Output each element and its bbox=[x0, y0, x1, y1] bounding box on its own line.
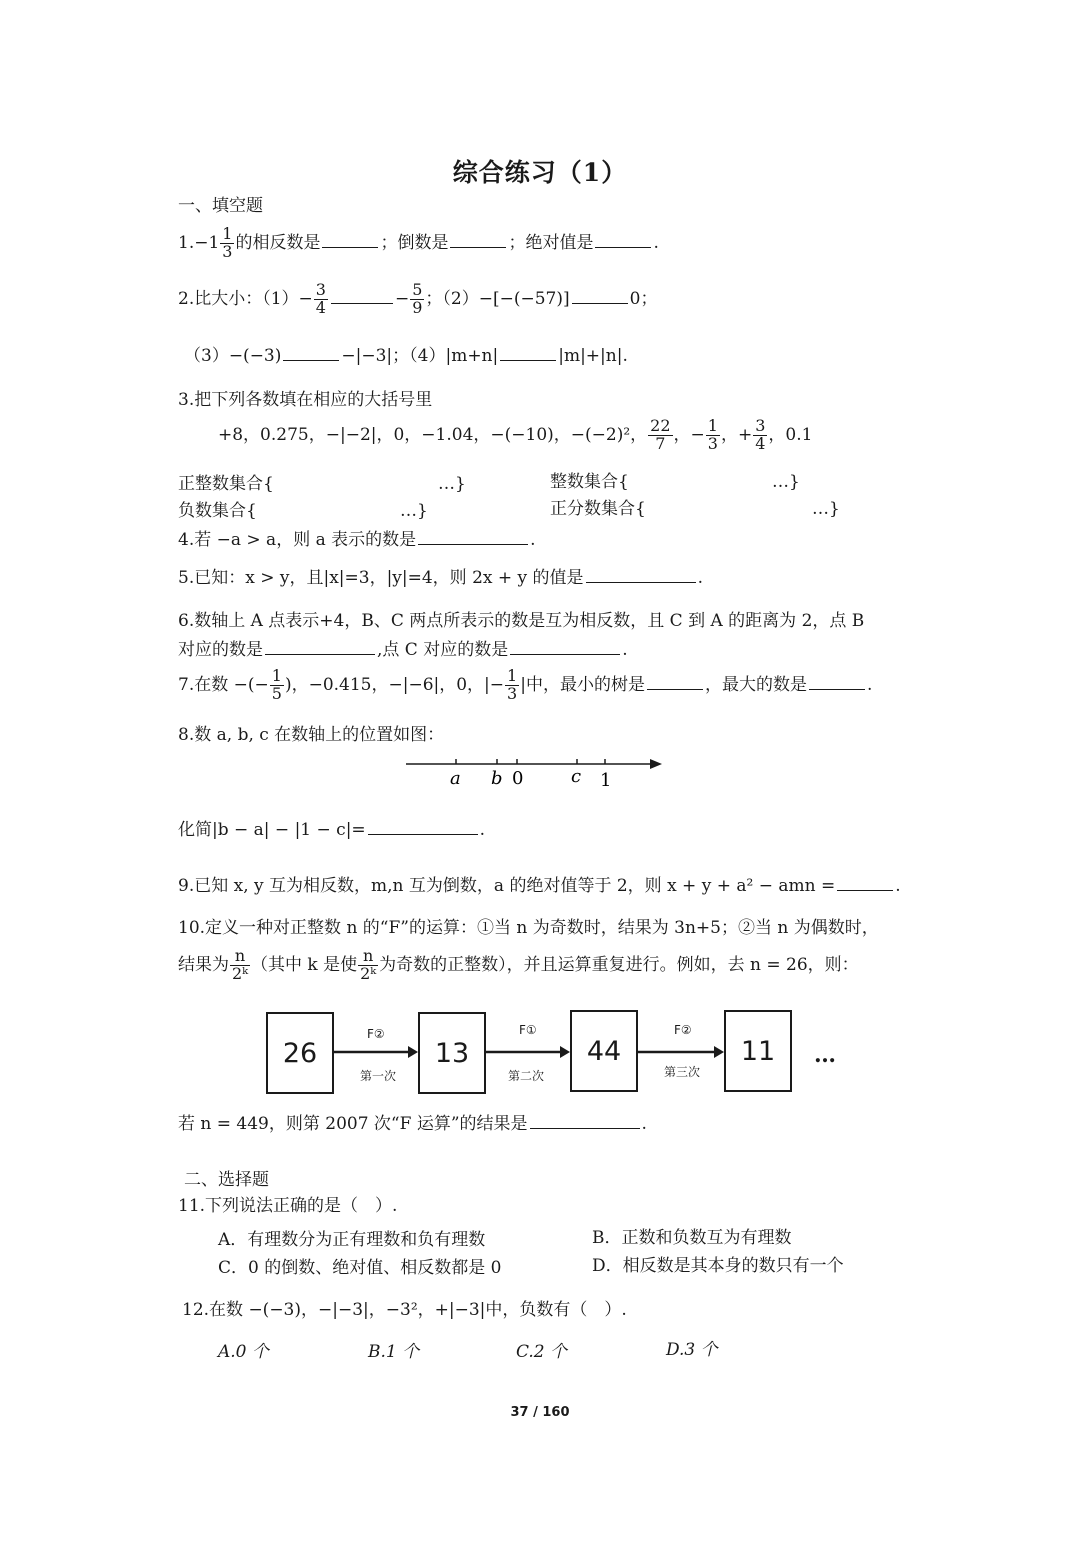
number-line-diagram bbox=[400, 752, 670, 792]
label-c: c bbox=[571, 766, 582, 787]
flow-arrowhead-2 bbox=[560, 1046, 570, 1058]
q12-option-b[interactable]: B.1 个 bbox=[368, 1342, 420, 1362]
flow-box-4: 11 bbox=[724, 1010, 792, 1092]
answer-blank[interactable] bbox=[809, 688, 865, 690]
flow-op-1: F② bbox=[367, 1027, 385, 1041]
fraction: $\frac{22}{7}$ bbox=[650, 416, 671, 453]
flow-step-1: 第一次 bbox=[360, 1069, 397, 1083]
q11-option-c[interactable]: C．0 的倒数、绝对值、相反数都是 0 bbox=[218, 1258, 502, 1278]
answer-blank[interactable] bbox=[586, 581, 696, 583]
q12-option-d[interactable]: D.3 个 bbox=[666, 1340, 718, 1360]
label-0: 0 bbox=[512, 768, 524, 789]
answer-blank[interactable] bbox=[418, 543, 528, 545]
answer-blank[interactable] bbox=[265, 653, 375, 655]
set-close: …} bbox=[772, 472, 800, 492]
question-3-stem: 3.把下列各数填在相应的大括号里 bbox=[178, 390, 433, 410]
label-b: b bbox=[491, 768, 503, 789]
flow-op-2: F① bbox=[519, 1023, 537, 1037]
section-heading-fill-in: 一、填空题 bbox=[178, 196, 263, 216]
section-heading-choice: 二、选择题 bbox=[184, 1170, 269, 1190]
question-12-stem: 12.在数 −(−3)，−|−3|，−3²，+|−3|中，负数有（ ）. bbox=[182, 1300, 627, 1320]
set-close: …} bbox=[438, 474, 466, 494]
label-a: a bbox=[450, 768, 461, 789]
flow-op-3: F② bbox=[674, 1023, 692, 1037]
question-6-line-1: 6.数轴上 A 点表示+4，B、C 两点所表示的数是互为相反数，且 C 到 A 的距离为 2，点 B bbox=[178, 611, 865, 631]
q1-fraction: $\frac{1}{3}$ bbox=[222, 224, 233, 261]
question-9: 9.已知 x, y 互为相反数，m,n 互为倒数，a 的绝对值等于 2，则 x + y + a² − amn = . bbox=[178, 876, 901, 896]
fraction: $\frac{1}{3}$ bbox=[507, 666, 518, 703]
q12-option-c[interactable]: C.2 个 bbox=[516, 1342, 568, 1362]
question-7: 7.在数 −(− $\frac{1}{5}$ )，−0.415，−|−6|，0，|− $\frac{1}{3}$ |中，最小的树是 ，最大的数是 . bbox=[178, 666, 873, 703]
question-11-stem: 11.下列说法正确的是（ ）. bbox=[178, 1196, 398, 1216]
fraction: $\frac{3}{4}$ bbox=[315, 280, 326, 317]
question-6-line-2: 对应的数是 ,点 C 对应的数是 . bbox=[178, 640, 628, 660]
flow-box-1: 26 bbox=[266, 1012, 334, 1094]
fraction: $\frac{n}{\text{2ᵏ}}$ bbox=[232, 946, 249, 983]
answer-blank[interactable] bbox=[510, 653, 620, 655]
question-10-line-1: 10.定义一种对正整数 n 的“F”的运算：①当 n 为奇数时，结果为 3n+5；②当 n 为偶数时， bbox=[178, 918, 879, 938]
answer-blank[interactable] bbox=[283, 359, 339, 361]
set-negatives[interactable]: 负数集合{ bbox=[178, 501, 257, 521]
q11-option-d[interactable]: D．相反数是其本身的数只有一个 bbox=[592, 1256, 844, 1276]
fraction: $\frac{1}{5}$ bbox=[271, 666, 282, 703]
question-10-line-2: 结果为 $\frac{n}{\text{2ᵏ}}$ （其中 k 是使 $\frac{n}{\text{2ᵏ}}$ 为奇数的正整数），并且运算重复进行。例如，去 n = 26，则： bbox=[178, 946, 859, 983]
answer-blank[interactable] bbox=[595, 246, 651, 248]
answer-blank[interactable] bbox=[647, 688, 703, 690]
answer-blank[interactable] bbox=[572, 302, 628, 304]
label-1: 1 bbox=[600, 770, 612, 791]
answer-blank[interactable] bbox=[368, 833, 478, 835]
fraction: $\frac{n}{\text{2ᵏ}}$ bbox=[360, 946, 377, 983]
fraction: $\frac{3}{4}$ bbox=[755, 416, 766, 453]
q12-option-a[interactable]: A.0 个 bbox=[218, 1342, 269, 1362]
question-3-numbers: +8，0.275，−|−2|，0，−1.04，−(−10)，−(−2)²， $\frac{22}{7}$ ，− $\frac{1}{3}$ ，+ $\frac{3}{4}$ ，0.1 bbox=[218, 416, 813, 453]
flow-arrows bbox=[330, 1040, 730, 1064]
set-positive-integers[interactable]: 正整数集合{ bbox=[178, 474, 274, 494]
flow-step-3: 第三次 bbox=[664, 1065, 701, 1079]
flow-box-3: 44 bbox=[570, 1010, 638, 1092]
page-number: 37 / 160 bbox=[510, 1405, 570, 1420]
flow-arrowhead-1 bbox=[408, 1046, 418, 1058]
flow-more: … bbox=[814, 1042, 836, 1068]
set-integers[interactable]: 整数集合{ bbox=[550, 472, 629, 492]
flow-box-2: 13 bbox=[418, 1012, 486, 1094]
question-2-part-b: （3）−(−3) −|−3|；（4）|m+n| |m|+|n|. bbox=[184, 346, 628, 366]
q11-option-a[interactable]: A．有理数分为正有理数和负有理数 bbox=[218, 1230, 486, 1250]
answer-blank[interactable] bbox=[530, 1127, 640, 1129]
set-positive-fractions[interactable]: 正分数集合{ bbox=[550, 499, 646, 519]
question-10-question: 若 n = 449，则第 2007 次“F 运算”的结果是 . bbox=[178, 1114, 647, 1134]
answer-blank[interactable] bbox=[322, 246, 378, 248]
q1-number: 1.−1 bbox=[178, 232, 220, 253]
question-1: 1.−1 $\frac{1}{3}$ 的相反数是 ；倒数是 ；绝对值是 . bbox=[178, 224, 659, 261]
flow-step-2: 第二次 bbox=[508, 1069, 545, 1083]
number-line-arrow bbox=[650, 759, 662, 769]
question-8-stem: 8.数 a, b, c 在数轴上的位置如图： bbox=[178, 725, 445, 745]
answer-blank[interactable] bbox=[450, 246, 506, 248]
q11-option-b[interactable]: B．正数和负数互为有理数 bbox=[592, 1228, 792, 1248]
fraction: $\frac{1}{3}$ bbox=[707, 416, 718, 453]
set-close: …} bbox=[812, 499, 840, 519]
set-close: …} bbox=[400, 501, 428, 521]
question-8-simplify: 化简|b − a| − |1 − c|= . bbox=[178, 820, 486, 840]
answer-blank[interactable] bbox=[837, 889, 893, 891]
fraction: $\frac{5}{9}$ bbox=[412, 280, 423, 317]
flow-arrowhead-3 bbox=[714, 1046, 724, 1058]
answer-blank[interactable] bbox=[500, 359, 556, 361]
question-2-part-a: 2.比大小：（1）− $\frac{3}{4}$ − $\frac{5}{9}$ ；（2）−[−(−57)] 0； bbox=[178, 280, 658, 317]
page-title: 综合练习（1） bbox=[452, 158, 628, 187]
answer-blank[interactable] bbox=[331, 302, 393, 304]
question-4: 4.若 −a > a，则 a 表示的数是 . bbox=[178, 530, 536, 550]
question-5: 5.已知：x > y，且|x|=3，|y|=4，则 2x + y 的值是 . bbox=[178, 568, 703, 588]
